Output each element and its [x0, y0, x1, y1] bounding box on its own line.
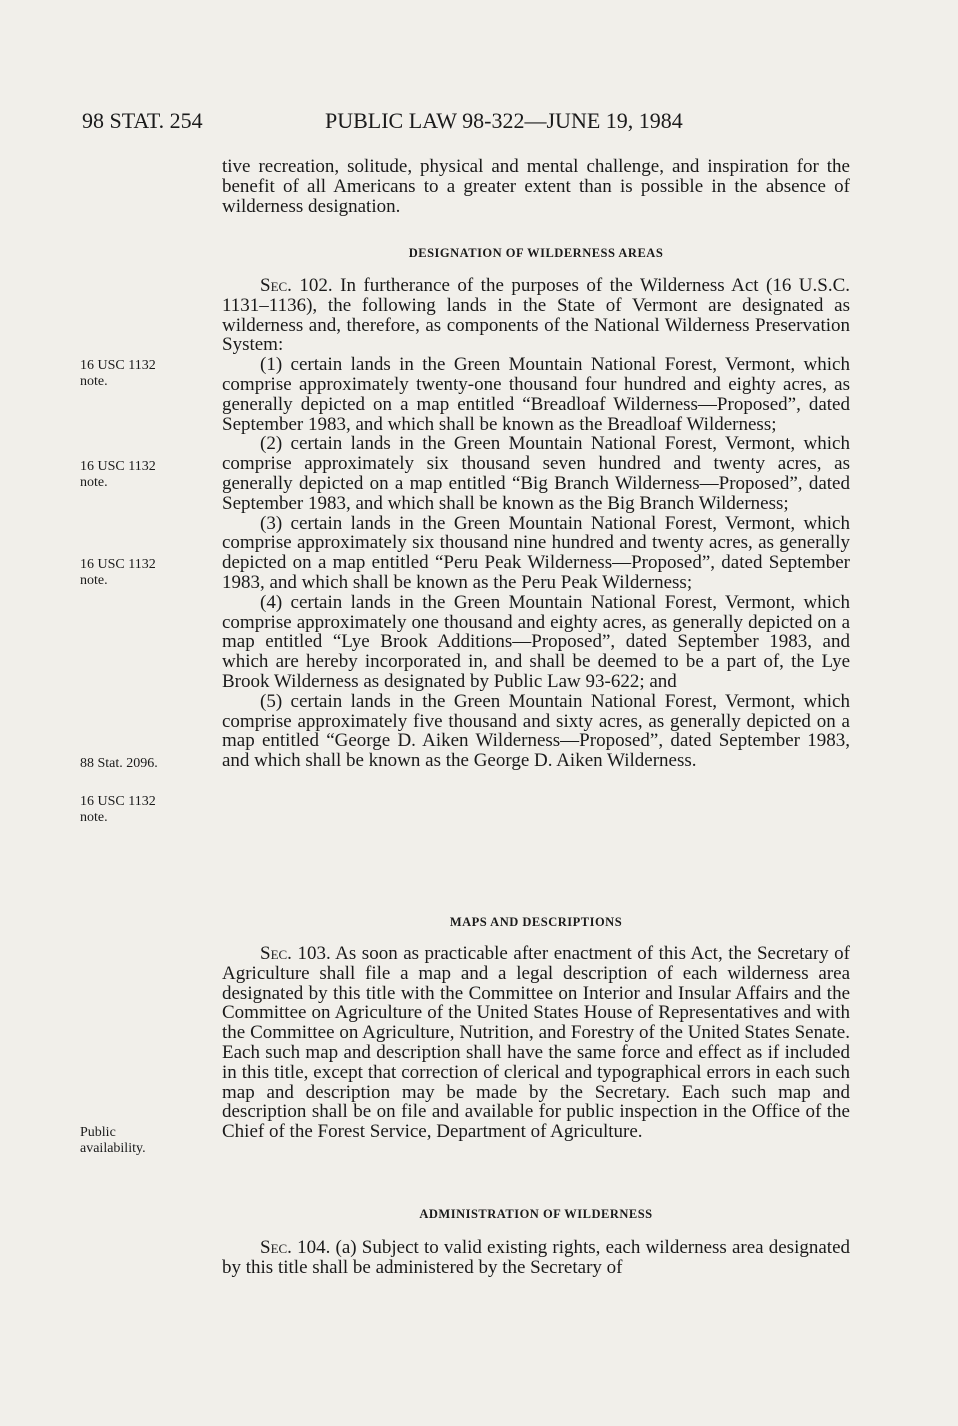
intro-paragraph: tive recreation, solitude, physical and mental challenge, and inspiration for the benefit of all Americans to a greater extent than is possible in the absence of wilderness designation. [222, 156, 850, 217]
designation-item-1: (1) certain lands in the Green Mountain National Forest, Vermont, which comprise approximately twenty-one thousand four hundred and eighty acres, as generally depicted on a map entitled “Breadloaf Wilderness—Proposed”, dated September 1983, and which shall be known as the Breadloaf Wilderness; [222, 354, 850, 435]
margin-note-5: 16 USC 1132 note. [80, 794, 156, 825]
designation-item-2: (2) certain lands in the Green Mountain National Forest, Vermont, which comprise approximately six thousand seven hundred and twenty acres, as generally depicted on a map entitled “Big Branch Wilderness—Proposed”, dated September 1983, and which shall be known as the Big Branch Wilderness; [222, 433, 850, 514]
designation-item-5: (5) certain lands in the Green Mountain National Forest, Vermont, which comprise approximately five thousand and sixty acres, as generally depicted on a map entitled “George D. Aiken Wilderness—Proposed”, dated September 1983, and which shall be known as the George D. Aiken Wilderness. [222, 690, 850, 772]
section-102-intro: Sec. 102. In furtherance of the purposes of the Wilderness Act (16 U.S.C. 1131–1136), the following lands in the State of Vermont are designated as wilderness and, therefore, as components of the National Wilderness Preservation System: [222, 275, 850, 356]
section-104-label: Sec. 104. [260, 1237, 331, 1258]
section-104: Sec. 104. (a) Subject to valid existing rights, each wilderness area designated by this title shall be administered by the Secretary of [222, 1237, 851, 1278]
page-header [82, 106, 862, 136]
margin-note-3: 16 USC 1132 note. [80, 557, 156, 588]
heading-designation: DESIGNATION OF WILDERNESS AREAS [408, 246, 664, 260]
margin-note-stat: 88 Stat. 2096. [80, 756, 158, 771]
section-102 [222, 276, 850, 771]
designation-item-4: (4) certain lands in the Green Mountain National Forest, Vermont, which comprise approximately one thousand and eighty acres, as generally depicted on a map entitled “Lye Brook Additions—Proposed”, dated September 1983, and which are hereby incorporated in, and shall be deemed to be a part of, the Lye Brook Wilderness as designated by Public Law 93-622; and [222, 591, 850, 692]
section-102-label: Sec. 102. [260, 275, 333, 296]
heading-maps: MAPS AND DESCRIPTIONS [449, 915, 623, 929]
margin-note-2: 16 USC 1132 note. [80, 459, 156, 490]
section-103-label: Sec. 103. [260, 943, 331, 964]
margin-note-public-availability: Public availability. [80, 1125, 146, 1156]
heading-administration: ADMINISTRATION OF WILDERNESS [419, 1207, 653, 1221]
statute-page-number: 98 STAT. 254 [82, 108, 203, 133]
margin-note-1: 16 USC 1132 note. [80, 358, 156, 389]
designation-item-3: (3) certain lands in the Green Mountain National Forest, Vermont, which comprise approximately six thousand nine hundred and twenty acres, as generally depicted on a map entitled “Peru Peak Wilderness—Proposed”, dated September 1983, and which shall be known as the Peru Peak Wilderness; [222, 512, 850, 593]
public-law-title: PUBLIC LAW 98-322—JUNE 19, 1984 [325, 108, 683, 133]
section-103: Sec. 103. As soon as practicable after enactment of this Act, the Secretary of Agriculture shall file a map and a legal description of each wilderness area designated by this title with the Committee on Interior and Insular Affairs and the Committee on Agriculture of the United States House of Representatives and with the Committee on Agriculture, Nutrition, and Forestry of the United States Senate. Each such map and description shall have the same force and effect as if included in this title, except that correction of clerical and typographical errors in each such map and description may be made by the Secretary. Each such map and description shall be on file and available for public inspection in the Office of the Chief of the Forest Service, Department of Agriculture. [222, 943, 851, 1143]
